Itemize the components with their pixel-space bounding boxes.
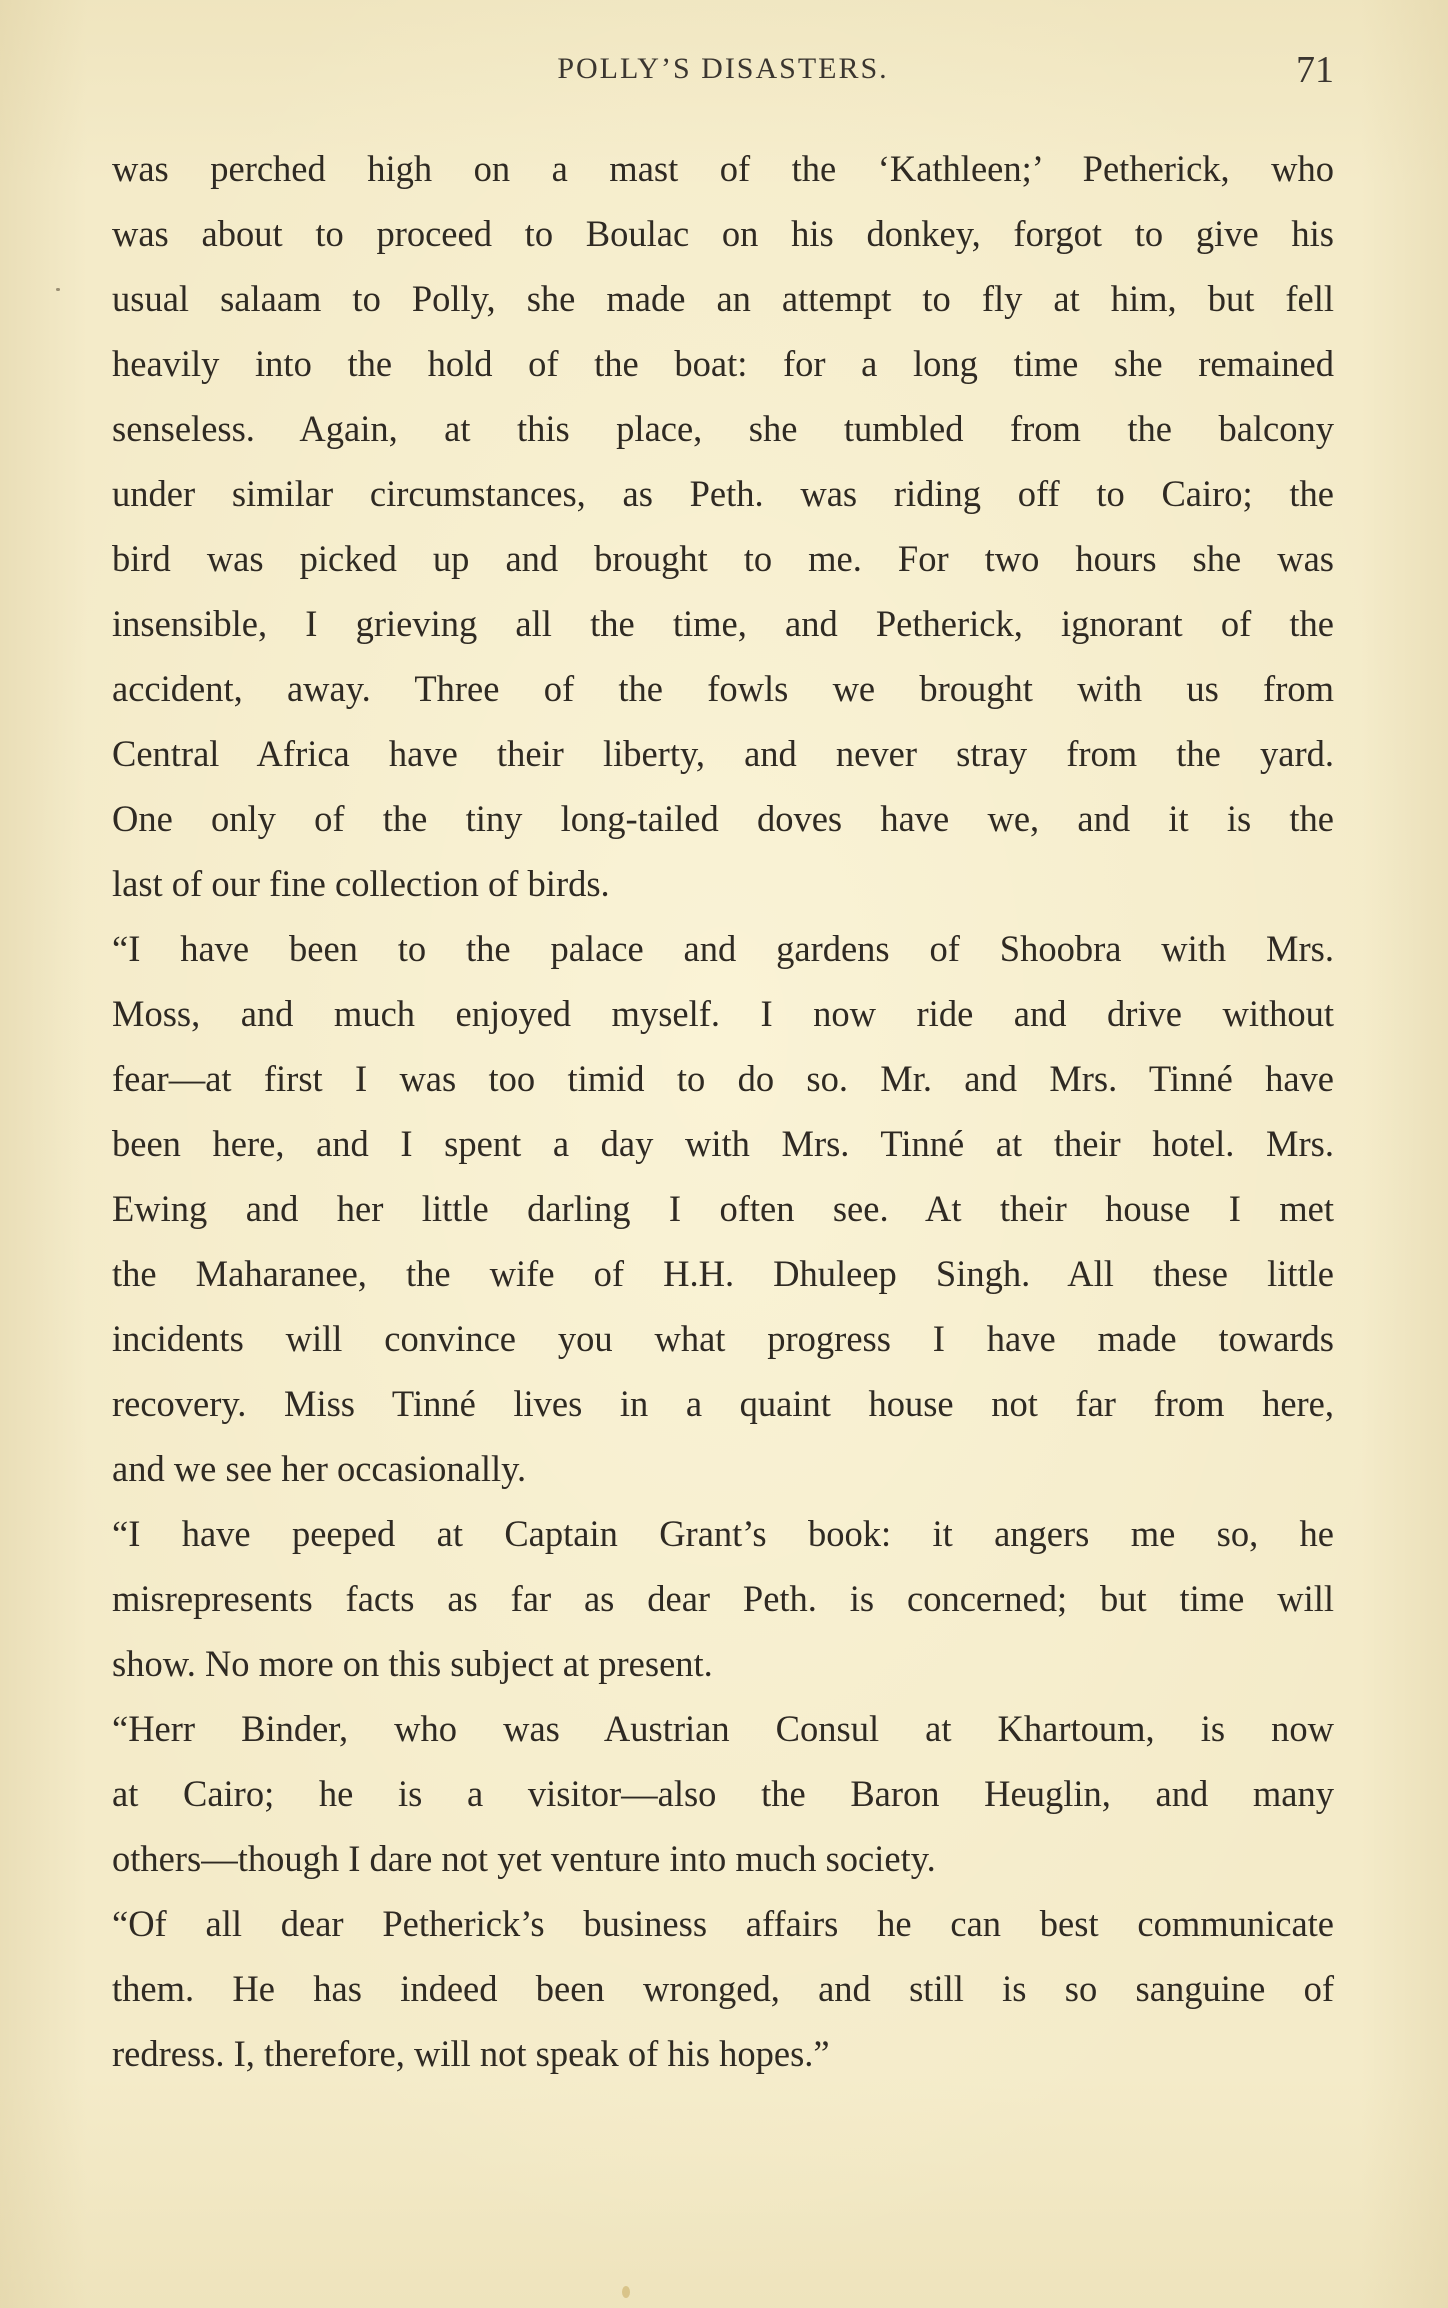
text-line: accident, away. Three of the fowls we brought with us from [112, 668, 1334, 709]
text-line: the Maharanee, the wife of H.H. Dhuleep Singh. All these little [112, 1253, 1334, 1294]
text-line: senseless. Again, at this place, she tumbled from the balcony [112, 408, 1334, 449]
text-line: insensible, I grieving all the time, and Petherick, ignorant of the [112, 603, 1334, 644]
text-line: heavily into the hold of the boat: for a long time she remained [112, 343, 1334, 384]
margin-speck [56, 288, 60, 291]
text-line: Central Africa have their liberty, and never stray from the yard. [112, 733, 1334, 774]
text-line: Ewing and her little darling I often see. At their house I met [112, 1188, 1334, 1229]
text-line: fear—at first I was too timid to do so. Mr. and Mrs. Tinné have [112, 1058, 1334, 1099]
paragraph-4 [112, 1696, 1334, 1891]
paragraph-5 [112, 1891, 1334, 2086]
text-line: at Cairo; he is a visitor—also the Baron Heuglin, and many [112, 1773, 1334, 1814]
text-line: “Of all dear Petherick’s business affairs he can best communicate [112, 1903, 1334, 1944]
text-line: others—though I dare not yet venture into much society. [112, 1838, 936, 1879]
text-line: last of our fine collection of birds. [112, 863, 610, 904]
paragraph-2 [112, 916, 1334, 1501]
text-line: Moss, and much enjoyed myself. I now ride and drive without [112, 993, 1334, 1034]
text-line: misrepresents facts as far as dear Peth. is concerned; but time will [112, 1578, 1334, 1619]
text-line: “Herr Binder, who was Austrian Consul at Khartoum, is now [112, 1708, 1334, 1749]
page-number: 71 [1296, 49, 1334, 91]
text-line: was perched high on a mast of the ‘Kathleen;’ Petherick, who [112, 148, 1334, 189]
running-title: POLLY’S DISASTERS. [557, 52, 889, 85]
text-line: been here, and I spent a day with Mrs. Tinné at their hotel. Mrs. [112, 1123, 1334, 1164]
text-line: incidents will convince you what progress I have made towards [112, 1318, 1334, 1359]
paragraph-3 [112, 1501, 1334, 1696]
body-text [112, 136, 1334, 2086]
text-line: usual salaam to Polly, she made an attempt to fly at him, but fell [112, 278, 1334, 319]
text-line: “I have been to the palace and gardens of Shoobra with Mrs. [112, 928, 1334, 969]
running-head [112, 48, 1334, 98]
text-line: show. No more on this subject at present. [112, 1643, 713, 1684]
text-line: and we see her occasionally. [112, 1448, 527, 1489]
text-line: One only of the tiny long-tailed doves have we, and it is the [112, 798, 1334, 839]
text-line: bird was picked up and brought to me. For two hours she was [112, 538, 1334, 579]
text-line: under similar circumstances, as Peth. was riding off to Cairo; the [112, 473, 1334, 514]
paragraph-1 [112, 136, 1334, 916]
text-line: “I have peeped at Captain Grant’s book: it angers me so, he [112, 1513, 1334, 1554]
text-line: was about to proceed to Boulac on his donkey, forgot to give his [112, 213, 1334, 254]
paper-stain [622, 2286, 630, 2298]
text-line: redress. I, therefore, will not speak of his hopes.” [112, 2033, 830, 2074]
text-line: recovery. Miss Tinné lives in a quaint house not far from here, [112, 1383, 1334, 1424]
text-line: them. He has indeed been wronged, and still is so sanguine of [112, 1968, 1334, 2009]
